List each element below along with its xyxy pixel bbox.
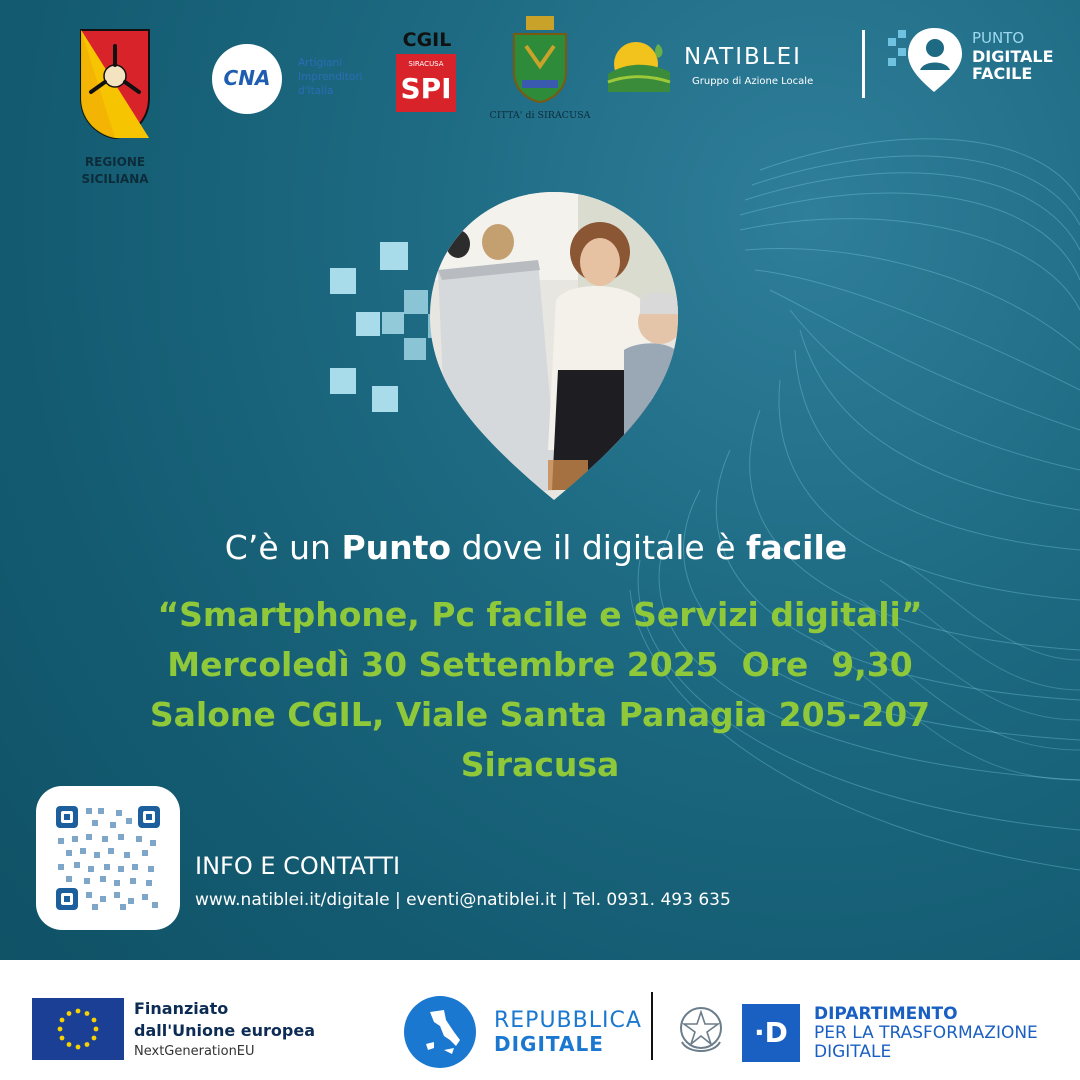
regione-siciliana-logo xyxy=(64,28,166,188)
event-title: “Smartphone, Pc facile e Servizi digitali” xyxy=(157,595,923,634)
digitale-text: DIGITALE xyxy=(494,1032,604,1056)
event-details xyxy=(0,590,1080,790)
spi-text: SPI xyxy=(400,72,452,105)
cgil-text: CGIL xyxy=(402,29,452,51)
event-venue: Salone CGIL, Viale Santa Panagia 205-207 xyxy=(149,695,931,734)
natiblei-logo xyxy=(606,36,846,96)
partner-logos xyxy=(0,0,1080,200)
cna-circle xyxy=(212,44,282,114)
eu-funding-line-2: dall'Unione europea xyxy=(134,1021,316,1040)
repubblica-text: REPUBBLICA xyxy=(494,1008,642,1033)
headline xyxy=(0,528,1072,567)
eu-funding-line-1: Finanziato xyxy=(134,999,229,1018)
natiblei-subtitle: Gruppo di Azione Locale xyxy=(692,76,814,87)
spi-small-text: SIRACUSA xyxy=(408,60,444,68)
citta-siracusa-caption: CITTA' di SIRACUSA xyxy=(489,110,591,121)
cgil-spi-logo xyxy=(396,30,458,112)
hero-photo-people-at-computer xyxy=(428,190,680,502)
pdf-line-1: PUNTO xyxy=(972,29,1025,47)
regione-siciliana-caption: REGIONE SICILIANA xyxy=(81,155,149,186)
eu-flag-icon xyxy=(32,998,124,1060)
dipartimento-line-3: DIGITALE xyxy=(814,1042,892,1062)
pdf-line-2: DIGITALE xyxy=(972,47,1054,66)
headline-bold-facile: facile xyxy=(746,528,848,567)
punto-digitale-facile-logo xyxy=(884,24,1064,94)
cna-logo xyxy=(212,44,382,114)
italy-shape-icon xyxy=(404,996,476,1068)
natiblei-name: NATIBLEI xyxy=(684,44,802,70)
dipartimento-line-1: DIPARTIMENTO xyxy=(814,1004,958,1024)
pdf-line-3: FACILE xyxy=(972,64,1033,83)
qr-code-icon xyxy=(56,806,160,910)
headline-pre: C’è un xyxy=(224,528,342,567)
map-pin-person-icon xyxy=(884,24,966,94)
info-title: INFO E CONTATTI xyxy=(195,852,401,880)
siracusa-crest-icon xyxy=(504,16,576,104)
footer-funding-bar xyxy=(0,960,1080,1080)
citta-siracusa-logo xyxy=(488,16,592,121)
headline-bold-punto: Punto xyxy=(341,528,452,567)
spi-box xyxy=(396,54,456,112)
qr-code[interactable] xyxy=(36,786,180,930)
headline-mid: dove il digitale è xyxy=(451,528,746,567)
cna-mark: CNA xyxy=(223,66,271,90)
natiblei-landscape-icon xyxy=(606,36,672,96)
logo-divider xyxy=(862,30,865,98)
dipartimento-line-2: PER LA TRASFORMAZIONE xyxy=(814,1023,1038,1043)
footer-divider xyxy=(651,992,653,1060)
dipartimento-d-icon: ·D xyxy=(742,1004,800,1062)
eu-stars-icon xyxy=(32,998,124,1060)
contact-info[interactable]: www.natiblei.it/digitale | eventi@natiblei.it | Tel. 0931. 493 635 xyxy=(195,890,731,910)
cna-subtitle: Artigiani Imprenditori d'Italia xyxy=(298,57,363,97)
repubblica-digitale-italy-icon xyxy=(404,996,476,1068)
eu-funding-line-3: NextGenerationEU xyxy=(134,1044,255,1059)
italian-republic-emblem-icon xyxy=(674,1002,728,1058)
trinacria-shield-icon xyxy=(79,28,151,140)
event-city: Siracusa xyxy=(460,745,620,784)
event-date: Mercoledì 30 Settembre 2025 Ore 9,30 xyxy=(167,645,913,684)
